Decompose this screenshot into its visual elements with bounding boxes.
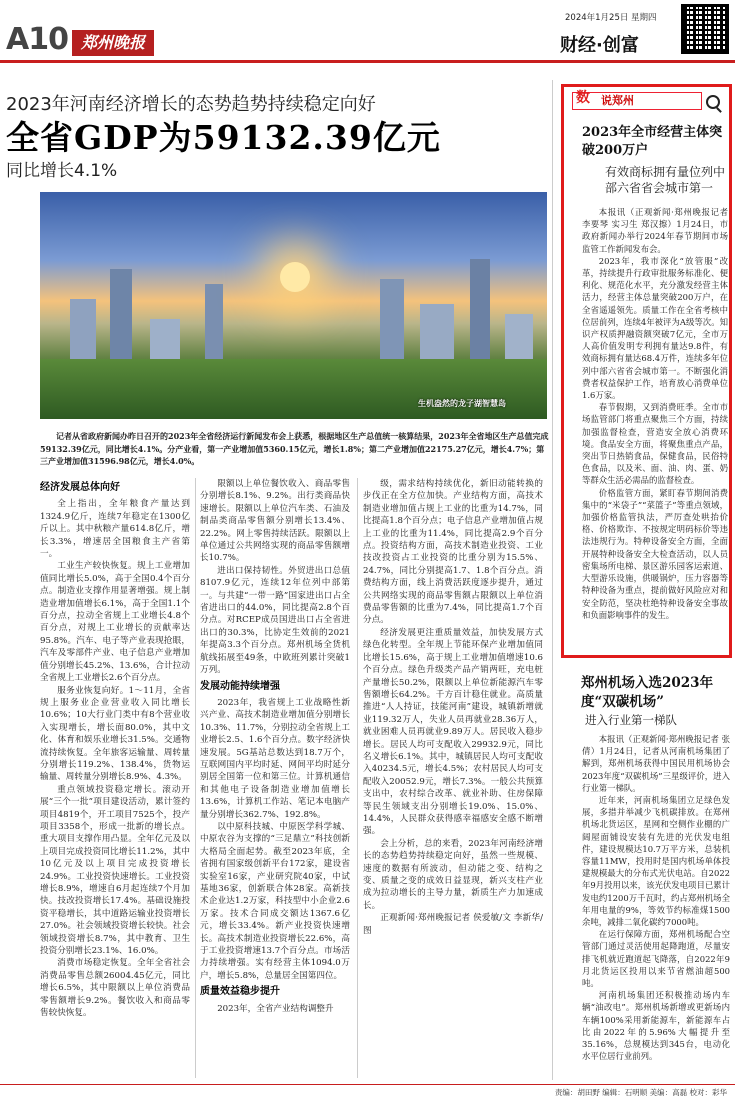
paragraph: 限额以上单位餐饮收入、商品零售分别增长8.1%、9.2%。出行类商品快速增长。限额以上单位汽车类、石油及制品类商品零售额分别增长13.4%、22.2%。网上零售持续活跃。限额以上单位通过公共网络实现的商品零售额增长10.7%。 <box>200 479 350 564</box>
paragraph: 本报讯（正观新闻·郑州晚报记者 张倩）1月24日，记者从河南机场集团了解到，郑州机场获得中国民用机场协会2023年度“双碳机场”三星级评价，进入行业第一梯队。 <box>582 734 730 793</box>
article2-headline: 郑州机场入选2023年度“双碳机场” <box>581 675 714 710</box>
lead-paragraph: 记者从省政府新闻办昨日召开的2023年全省经济运行新闻发布会上获悉，根据地区生产总值统一核算结果，2023年全省地区生产总值完成59132.39亿元，同比增长4.1%。分产业看，第一产业增加值5360.15亿元，增长1.8%；第二产业增加值22175.27亿元，增长4.7%；第三产业增加值31596.98亿元，增长4.0%。 <box>40 431 549 466</box>
paragraph: 2023年，全省产业结构调整升 <box>217 1003 334 1014</box>
main-subtitle: 同比增长4.1% <box>6 161 118 181</box>
section-subhead: 经济发展总体向好 <box>40 482 120 493</box>
column-divider <box>552 80 553 1080</box>
section-title: 财经·创富 <box>560 35 639 56</box>
paragraph: 近年来，河南机场集团立足绿色发展，多措并举减少飞机碳排放。在郑州机场北货运区，星网和空侧作业棚的广阔屋面铺设安装有先进的光伏发电组件，建设规模达10.7万平方米，总装机容量11MW，投用时是国内机场单体投建规模最大的分布式光伏电站。自2022年9月投用以来，该光伏发电项目已累计发电约1200万千瓦时，约占郑州机场全年用电量的9%，等效节约标准煤1500余吨，减排二氧化碳约7000吨。 <box>582 795 730 928</box>
sidebar-body <box>582 206 728 654</box>
page-number: A10 <box>6 22 68 57</box>
sidebar-headline: 2023年全市经营主体突破200万户 <box>582 125 723 158</box>
paragraph: 在运行保障方面，郑州机场配合空管部门通过灵活使用起降跑道，尽量安排飞机就近跑道起飞降落，自2022年9月北货运区投用以来节省燃油超500吨。 <box>582 929 730 989</box>
paragraph: 以中原科技城、中原医学科学城、中原农谷为支撑的“三足鼎立”科技创新大格局全面起势。截至2023年底，全省拥有国家级创新平台172家，建设省实验室16家，产业研究院40家，中试基地36家，创新联合体28家。高新技术企业达1.2万家，科技型中小企业2.6万家。技术合同成交额达1367.6亿元，增长33.4%。新产业投资快速增长。高技术制造业投资增长22.6%，高于工业投资增速13.7个百分点。市场活力持续增强。实有经营主体1094.0万户，增长5.8%，总量居全国第四位。 <box>200 821 350 981</box>
article-column-1 <box>40 478 190 1082</box>
paragraph: 经济发展更注重质量效益，加快发展方式绿色化转型。全年规上节能环保产业增加值同比增长15.6%，高于规上工业增加值增速10.6个百分点。绿色升级类产品产销两旺，充电桩产量增长50.2%，限额以上单位新能源汽车零售额增长64.2%。千方百计稳住就业。高质量推进“人人持证，技能河南”建设，城镇新增就业119.32万人，失业人员再就业28.36万人，就业困难人员再就业9.89万人。居民收入稳步增长。居民人均可支配收入29932.9元，同比名义增长6.1%。其中，城镇居民人均可支配收入40234.5元，增长4.5%；农村居民人均可支配收入20052.9元，增长7.3%。一般公共预算支出中，农村综合改革、就业补助、住房保障等民生领域支出分别增长19.0%、15.0%、14.4%，人民群众获得感幸福感安全感不断增强。 <box>363 627 543 837</box>
column-divider <box>195 478 196 1078</box>
paragraph: 2023年，我市深化“放管服”改革，持续提升行政审批服务标准化、便利化、规范化水平，充分激发经营主体活力，经营主体总量突破200万户，在全省遥遥领先。质量工作在全省考核中位居前列，连续4年被评为A级等次。知识产权质押融资额突破7亿元，全市万人高价值发明专利拥有量达9.8件，有效商标拥有量达68.4万件，连续多年位列中部六省省会城市第一。不断强化消费者权益保护工作，培育放心消费单位1.6万家。 <box>582 255 728 401</box>
main-headline: 全省GDP为59132.39亿元 <box>6 118 441 157</box>
article2-body <box>582 733 730 1083</box>
paragraph: 进出口保持韧性。外贸进出口总值8107.9亿元，连续12年位列中部第一。与共建“一带一路”国家进出口占全省进出口的44.0%，同比提高2.8个百分点。对RCEP成员国进出口占全省进出口的30.3%，比协定生效前的2021年提高3.3个百分点。郑州机场全货机航线拓展至49条，中欧班列累计突破1万列。 <box>200 565 350 676</box>
photo-sun <box>280 262 310 292</box>
article-column-3 <box>363 478 543 1082</box>
paper-logo: 郑州晚报 <box>72 30 154 56</box>
column-divider <box>357 478 358 1078</box>
article2-subtitle: 进入行业第一梯队 <box>585 713 677 727</box>
paragraph: 会上分析，总的来看，2023年河南经济增长的态势趋势持续稳定向好，虽然一些规模、速度的数据有所波动，但动能之变、结构之变、质量之变的成效日益显现，新兴支柱产业成为拉动增长的主导力量，新质生产力加速成长。 <box>363 838 543 911</box>
paragraph: 服务业恢复向好。1～11月，全省规上服务业企业营业收入同比增长10.6%；10大行业门类中有8个营业收入实现增长，增长面80.0%，其中文化、体育和娱乐业增长31.5%。交通物流持续恢复。全年旅客运输量、周转量分别增长119.2%、138.4%，货物运输量、周转量分别增长8.9%、4.3%。 <box>40 685 190 783</box>
article-column-2 <box>200 478 350 1082</box>
paragraph: 春节假期，又到消费旺季。全市市场监管部门将重点聚焦三个方面，持续加强监督检查，营造安全放心消费环境。食品安全方面，将聚焦重点产品，突出节日热销食品，保健食品，民俗特色食品，以及米、面、油、肉、蛋、奶等群众生活必需品的监督检查。 <box>582 402 728 486</box>
paragraph: 价格监管方面，紧盯春节期间消费集中的“米袋子”“菜篮子”等重点领域，加强价格监管执法，严厉查处哄抬价格、价格欺诈、不按规定明码标价等违法违规行为。特种设备安全方面，全面开展特种设备安全大检查活动，以人员密集场所电梯、景区游乐园客运索道、大型游乐设施，供暖锅炉，压力容器等特种设备为重点，提前做好风险应对和安全防范，坚决杜绝特种设备安全事故和负面影响事件的发生。 <box>582 487 728 620</box>
issue-date: 2024年1月25日 星期四 <box>565 13 657 23</box>
badge-label: 说郑州 <box>601 94 634 107</box>
search-icon <box>706 95 720 109</box>
section-subhead: 质量效益稳步提升 <box>200 986 280 998</box>
paragraph: 重点领域投资稳定增长。滚动开展“三个一批”项目建设活动，累计签约项目4819个，开工项目7525个，投产项目3358个，形成一批新的增长点。重大项目支撑作用凸显。全年亿元及以上项目完成投资同比增长11.2%，其中10亿元及以上项目完成投资增长24.9%。工业投资快速增长。工业投资增长8.9%，增速自6月起连续7个月加快。技改投资增长17.4%。基础设施投资平稳增长，其中道路运输业投资增长27.0%。社会领域投资增长较快。社会领域投资增长8.7%，其中教育、卫生投资分别增长23.1%、16.0%。 <box>40 784 190 957</box>
paragraph: 河南机场集团还积极推动场内车辆“油改电”。郑州机场新增或更新场内车辆100%采用新能源车，新能源车占比由2022年的5.96%大幅提升至35.16%，总规模达到345台，电动化水平位居行业前列。 <box>582 990 730 1062</box>
paragraph: 工业生产较快恢复。规上工业增加值同比增长5.0%，高于全国0.4个百分点。制造业支撑作用显著增强。规上制造业增加值增长6.1%，高于全国1.1个百分点，拉动全省规上工业增长4.8个百分点，对规上工业增长的贡献率达95.8%。汽车、电子等产业表现抢眼，汽车及零部件产业、电子信息产业增加值分别增长45.2%、13.6%，合计拉动全省规上工业增长2.6个百分点。 <box>40 561 190 684</box>
sidebar-badge <box>572 92 702 110</box>
footer-credits: 责编：胡田野 编辑：石明顺 美编：高磊 校对：彩华 <box>554 1088 727 1097</box>
paragraph: 消费市场稳定恢复。全年全省社会消费品零售总额26004.45亿元，同比增长6.5%，其中限额以上单位消费品零售额增长9.2%。餐饮收入和商品零售较快恢复。 <box>40 958 190 1019</box>
badge-char: 数 <box>576 90 590 106</box>
photo-park <box>40 359 547 419</box>
header-rule <box>0 60 735 63</box>
paragraph: 正观新闻·郑州晚报记者 侯爱敏/文 李新华/图 <box>363 913 543 936</box>
main-supertitle: 2023年河南经济增长的态势趋势持续稳定向好 <box>6 94 376 115</box>
paragraph: 2023年，我省规上工业战略性新兴产业、高技术制造业增加值分别增长10.3%、11.7%，分别拉动全省规上工业增长2.5、1.6个百分点。数字经济快速发展。5G基站总数达到18.7万个，互联网国内平均时延、网间平均时延分别居全国第一位和第三位。计算机通信和其他电子设备制造业增加值增长13.6%，计算机工作站、笔记本电脑产量分别增长362.7%、192.8%。 <box>200 697 350 820</box>
section-subhead: 发展动能持续增强 <box>200 680 280 692</box>
paragraph: 级，需求结构持续优化，新旧动能转换的步伐正在全方位加快。产业结构方面，高技术制造业增加值占规上工业的比重为14.7%，同比提高1.8个百分点；电子信息产业增加值占规上工业的比重为11.4%，同比提高2.9个百分点。投资结构方面，高技术制造业投资、工业技改投资占工业投资的比重分别为15.5%、24.7%，同比分别提高1.7、1.8个百分点。消费结构方面，线上消费活跃度逐步提升，通过公共网络实现的商品零售额占限额以上单位消费品零售额的比重为7.4%，同比提高1.7个百分点。 <box>363 479 543 626</box>
photo-caption: 生机盎然的龙子湖智慧岛 <box>418 399 506 408</box>
qr-code-icon <box>681 4 729 54</box>
paragraph: 本报讯（正观新闻·郑州晚报记者 李要琴 实习生 郑汉擦）1月24日，市政府新闻办举行2024年春节期间市场监管工作新闻发布会。 <box>582 207 728 254</box>
paragraph: 全上指出，全年粮食产量达到1324.9亿斤，连续7年稳定在1300亿斤以上。其中秋粮产量614.8亿斤，增长3.3%，增速居全国粮食主产省第一。 <box>40 499 190 560</box>
sidebar-subtitle: 有效商标拥有量位列中部六省省会城市第一 <box>605 165 726 195</box>
news-photo <box>40 192 547 419</box>
